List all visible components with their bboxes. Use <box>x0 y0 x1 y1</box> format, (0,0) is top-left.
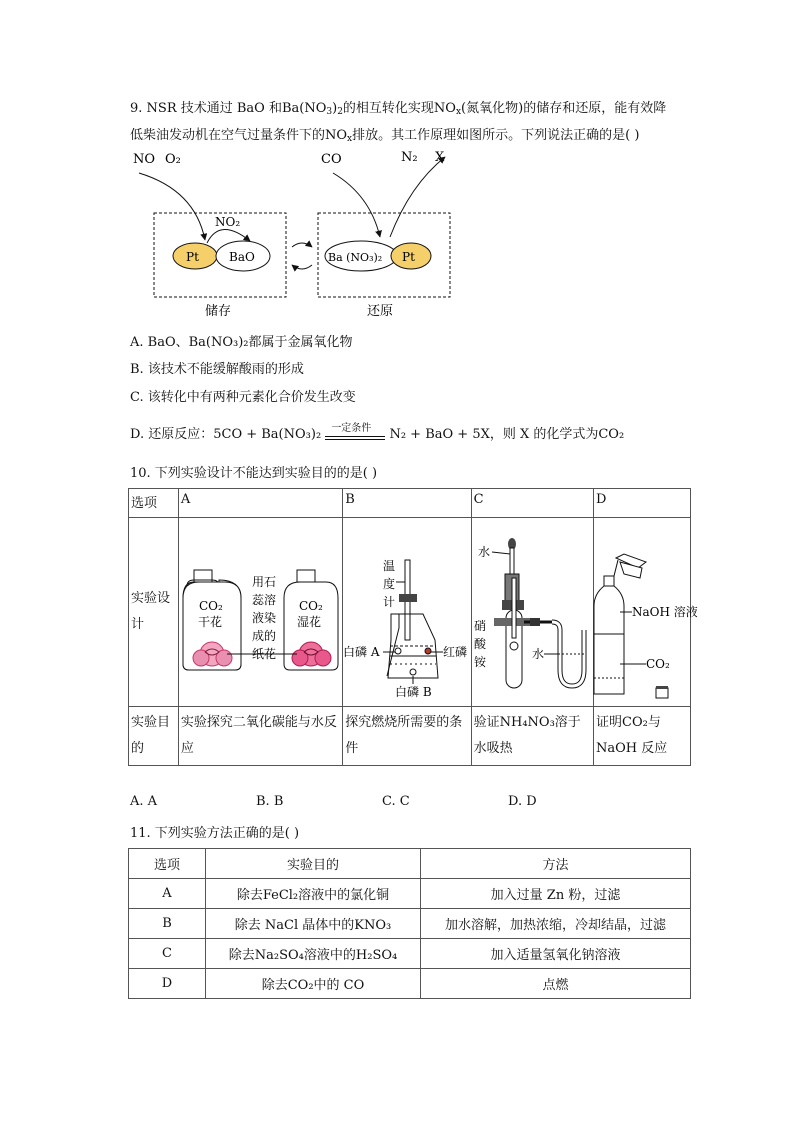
q11-row-c-method: 加入适量氢氧化钠溶液 <box>421 939 691 969</box>
q9-option-b[interactable]: B. 该技术不能缓解酸雨的形成 <box>130 362 304 377</box>
q9-stem-line1: 9. NSR 技术通过 BaO 和$Ba(NO_3)_2$的相互转化实现$NO_x$(氮氧化物)的储存和还原，能有效降 <box>130 101 667 117</box>
q11-header-option: 选项 <box>129 849 206 879</box>
q11-row-a-option: A <box>129 879 206 909</box>
q9-stem-line2: 低柴油发动机在空气过量条件下的$NO_x$排放。其工作原理如图所示。下列说法正确的是( ) <box>130 128 640 144</box>
q10-fig-a-cell <box>178 518 342 707</box>
bano3-label: Ba (NO₃)₂ <box>328 251 383 264</box>
arrow-out-right <box>390 157 445 237</box>
table-row <box>129 939 691 969</box>
q10-table <box>128 488 698 766</box>
fig-a-co2-jars <box>179 518 339 702</box>
svg-text:湿花: 湿花 <box>296 615 321 629</box>
q11-row-b-goal: 除去 NaCl 晶体中的KNO₃ <box>206 909 421 939</box>
cycle-arrow-bottom <box>292 265 312 269</box>
q11-row-b-method: 加水溶解，加热浓缩，冷却结晶，过滤 <box>421 909 691 939</box>
q11-header-goal: 实验目的 <box>206 849 421 879</box>
table-row <box>129 909 691 939</box>
svg-text:温: 温 <box>383 559 396 573</box>
x-label: X <box>435 150 445 165</box>
q10-row-goal-label: 实验目的 <box>129 707 179 766</box>
reaction-condition: 一定条件 <box>325 431 385 440</box>
q10-answer-a[interactable]: A. A <box>130 794 158 809</box>
q11-row-a-method: 加入过量 Zn 粉，过滤 <box>421 879 691 909</box>
jar-dry <box>183 570 241 670</box>
q9-option-c[interactable]: C. 该转化中有两种元素化合价发生改变 <box>130 390 356 405</box>
svg-text:用石: 用石 <box>251 575 276 589</box>
cycle-arrow-top <box>292 243 312 247</box>
arrow-in-left <box>139 173 205 240</box>
svg-text:液染: 液染 <box>251 611 276 625</box>
fig-c-ammonium-nitrate <box>472 518 590 702</box>
q10-row-design-label: 实验设计 <box>129 518 179 707</box>
q9-option-d[interactable]: D. 还原反应：5CO + Ba(NO₃)₂ 一定条件 N₂ + BaO + 5X，则 X 的化学式为CO₂ <box>130 423 625 442</box>
q11-row-b-option: B <box>129 909 206 939</box>
q11-row-a-goal: 除去FeCl₂溶液中的氯化铜 <box>206 879 421 909</box>
svg-text:酸: 酸 <box>473 637 486 651</box>
svg-text:红磷: 红磷 <box>443 645 468 659</box>
q10-header-a: A <box>178 489 342 518</box>
svg-text:白磷 B: 白磷 B <box>395 685 432 699</box>
svg-text:水: 水 <box>531 647 544 661</box>
svg-text:蕊溶: 蕊溶 <box>251 593 276 607</box>
o2-label: O₂ <box>165 152 181 167</box>
q10-header-d: D <box>594 489 691 518</box>
q10-goal-c: 验证NH₄NO₃溶于水吸热 <box>471 707 593 766</box>
q10-goal-b: 探究燃烧所需要的条件 <box>343 707 471 766</box>
reduce-caption: 还原 <box>367 304 394 319</box>
table-row <box>129 879 691 909</box>
store-caption: 储存 <box>205 304 232 319</box>
q10-answer-d[interactable]: D. D <box>508 794 537 809</box>
q9-option-a[interactable]: A. BaO、Ba(NO₃)₂都属于金属氧化物 <box>130 335 353 350</box>
svg-text:计: 计 <box>383 595 396 609</box>
q10-fig-c-cell <box>471 518 593 707</box>
fig-d-naoh-bottle <box>594 518 698 702</box>
jar-wet <box>284 570 338 670</box>
arrow-in-right <box>333 173 380 237</box>
q10-header-b: B <box>343 489 471 518</box>
q11-row-d-method: 点燃 <box>421 969 691 999</box>
q11-table <box>128 848 691 999</box>
svg-text:白磷 A: 白磷 A <box>343 645 380 659</box>
svg-text:铵: 铵 <box>473 655 486 669</box>
nsr-diagram <box>125 145 465 325</box>
table-row <box>129 969 691 999</box>
svg-text:水: 水 <box>477 545 490 559</box>
q10-answer-b[interactable]: B. B <box>256 794 284 809</box>
q10-goal-d: 证明CO₂与NaOH 反应 <box>594 707 691 766</box>
svg-text:干花: 干花 <box>197 615 222 629</box>
fig-b-combustion <box>343 518 467 702</box>
n2-label: N₂ <box>401 150 418 165</box>
q11-row-d-option: D <box>129 969 206 999</box>
svg-text:硝: 硝 <box>473 619 486 633</box>
svg-text:CO₂: CO₂ <box>298 599 323 613</box>
svg-text:纸花: 纸花 <box>251 647 276 661</box>
svg-text:CO₂: CO₂ <box>198 599 223 613</box>
q11-row-d-goal: 除去CO₂中的 CO <box>206 969 421 999</box>
q11-header-method: 方法 <box>421 849 691 879</box>
q11-row-c-goal: 除去Na₂SO₄溶液中的H₂SO₄ <box>206 939 421 969</box>
q10-goal-a: 实验探究二氧化碳能与水反应 <box>178 707 342 766</box>
pt-left-label: Pt <box>186 250 199 264</box>
no2-label: NO₂ <box>215 215 241 229</box>
no-label: NO <box>133 152 156 167</box>
pt-right-label: Pt <box>402 250 415 264</box>
svg-text:NaOH 溶液: NaOH 溶液 <box>632 605 698 619</box>
svg-text:CO₂: CO₂ <box>646 657 670 671</box>
q10-fig-b-cell <box>343 518 471 707</box>
q11-row-c-option: C <box>129 939 206 969</box>
svg-text:成的: 成的 <box>251 629 276 643</box>
q10-header-c: C <box>471 489 593 518</box>
q11-stem: 11. 下列实验方法正确的是( ) <box>130 826 300 841</box>
q10-fig-d-cell <box>594 518 698 707</box>
q10-answer-c[interactable]: C. C <box>382 794 410 809</box>
svg-text:度: 度 <box>383 577 396 591</box>
bao-label: BaO <box>229 250 255 264</box>
co-label: CO <box>321 152 342 167</box>
q10-stem: 10. 下列实验设计不能达到实验目的的是( ) <box>130 466 378 481</box>
q10-header-option: 选项 <box>129 489 179 518</box>
